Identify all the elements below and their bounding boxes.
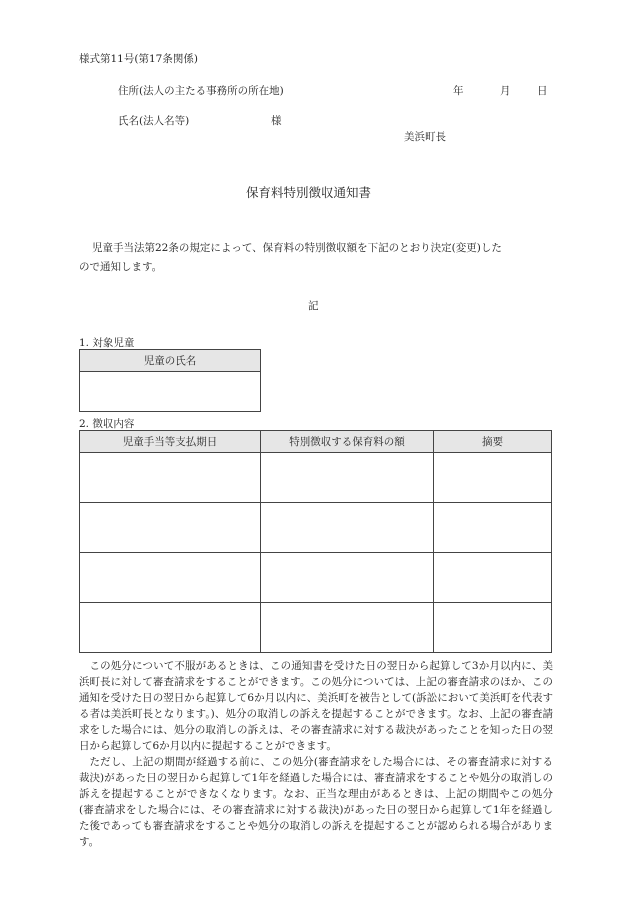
table-row	[80, 553, 552, 603]
issuer: 美浜町長	[404, 131, 446, 143]
ki-marker: 記	[308, 300, 319, 312]
amount-cell	[261, 503, 434, 553]
address-label: 住所(法人の主たる事務所の所在地)	[118, 85, 284, 97]
form-number: 様式第11号(第17条関係)	[79, 53, 198, 65]
payment-date-cell	[80, 553, 261, 603]
name-label: 氏名(法人名等)	[118, 115, 190, 127]
date-year: 年	[453, 85, 464, 97]
table-row	[80, 453, 552, 503]
payment-date-cell	[80, 453, 261, 503]
child-name-header: 児童の氏名	[80, 350, 261, 372]
remarks-cell	[434, 603, 552, 653]
amount-cell	[261, 603, 434, 653]
col-remarks: 摘要	[434, 431, 552, 453]
table-row	[80, 603, 552, 653]
section1-heading: 1. 対象児童	[79, 337, 135, 349]
col-payment-date: 児童手当等支払期日	[80, 431, 261, 453]
remarks-cell	[434, 503, 552, 553]
table-row	[80, 503, 552, 553]
intro-line-2: ので通知します。	[79, 261, 163, 273]
collection-table	[79, 430, 552, 653]
intro-line-1: 児童手当法第22条の規定によって、保育料の特別徴収額を下記のとおり決定(変更)した	[92, 242, 502, 254]
amount-cell	[261, 553, 434, 603]
section2-heading: 2. 徴収内容	[79, 418, 135, 430]
honorific: 様	[271, 115, 282, 127]
payment-date-cell	[80, 503, 261, 553]
amount-cell	[261, 453, 434, 503]
appeal-notice-para-1: この処分について不服があるときは、この通知書を受けた日の翌日から起算して3か月以内に、美浜町長に対して審査請求をすることができます。この処分については、上記の審査請求のほか、この通知を受けた日の翌日から起算して6か月以内に、美浜町を被告として(訴訟において美浜町を代表する者は美浜町長となります。)、処分の取消しの訴えを提起することができます。なお、上記の審査請求をした場合には、処分の取消しの訴えは、その審査請求に対する裁決があったことを知った日の翌日から起算して6か月以内に提起することができます。	[79, 660, 553, 752]
appeal-notice	[79, 658, 553, 850]
date-month: 月	[500, 85, 511, 97]
date-day: 日	[537, 85, 548, 97]
col-amount: 特別徴収する保育料の額	[261, 431, 434, 453]
remarks-cell	[434, 453, 552, 503]
child-table	[79, 349, 261, 412]
appeal-notice-para-2: ただし、上記の期間が経過する前に、この処分(審査請求をした場合には、その審査請求に対する裁決)があった日の翌日から起算して1年を経過した場合には、審査請求をすることや処分の取消しの訴えを提起することができなくなります。なお、正当な理由があるときは、上記の期間やこの処分(審査請求をした場合には、その審査請求に対する裁決)があった日の翌日から起算して1年を経過した後であっても審査請求をすることや処分の取消しの訴えを提起することが認められる場合があります。	[79, 756, 553, 848]
remarks-cell	[434, 553, 552, 603]
payment-date-cell	[80, 603, 261, 653]
child-name-cell	[80, 372, 261, 412]
document-title: 保育料特別徴収通知書	[246, 185, 372, 200]
